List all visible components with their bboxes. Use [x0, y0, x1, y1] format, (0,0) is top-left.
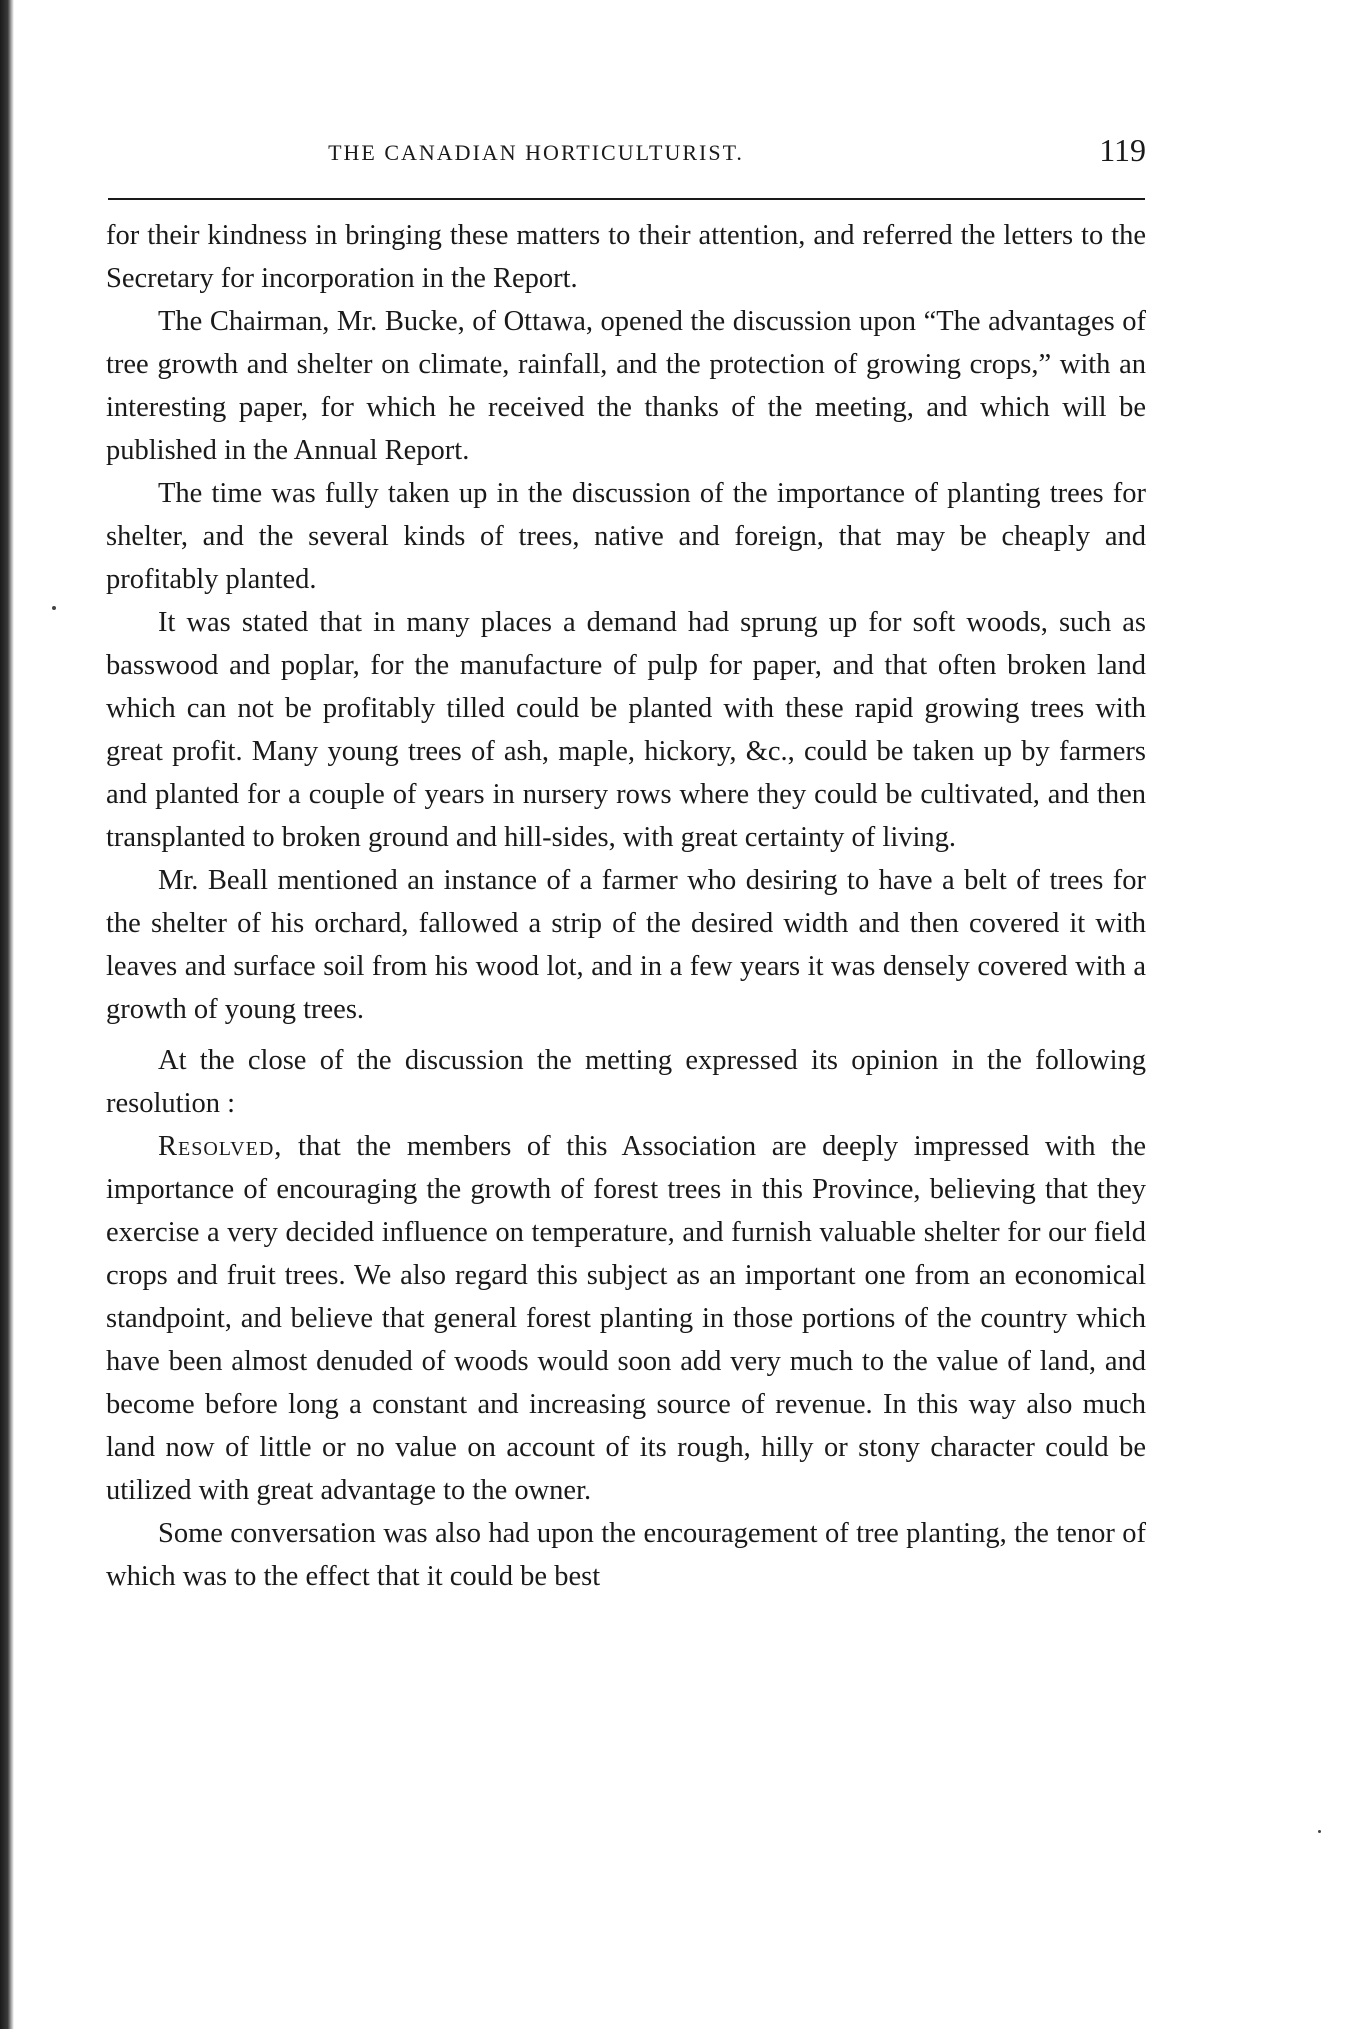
- paragraph-resolution: [106, 1125, 1146, 1512]
- resolved-lead: Resolved,: [158, 1131, 283, 1162]
- paragraph-close-of-discussion: At the close of the discussion the metting expressed its opinion in the following resolution :: [106, 1045, 1146, 1119]
- paragraph-chairman: The Chairman, Mr. Bucke, of Ottawa, opened the discussion upon “The advantages of tree growth and shelter on climate, rainfall, and the protection of growing crops,” with an interesting paper, for which he received the thanks of the meeting, and which will be published in the Annual Report.: [106, 306, 1146, 466]
- running-head: THE CANADIAN HORTICULTURIST.: [328, 140, 744, 165]
- binding-edge: [0, 0, 14, 2029]
- paragraph-continuation: for their kindness in bringing these matters to their attention, and referred the letters to the Secretary for incorporation in the Report.: [106, 220, 1146, 294]
- paragraph-discussion: The time was fully taken up in the discussion of the importance of planting trees for shelter, and the several kinds of trees, native and foreign, that may be cheaply and profitably planted.: [106, 478, 1146, 595]
- page-number: 119: [1099, 132, 1146, 168]
- body-text: [106, 214, 1146, 1598]
- paragraph-beall: Mr. Beall mentioned an instance of a farmer who desiring to have a belt of trees for the shelter of his orchard, fallowed a strip of the desired width and then covered it with leaves and surface soil from his wood lot, and in a few years it was densely covered with a growth of young trees.: [106, 865, 1146, 1025]
- header-rule: [108, 198, 1145, 200]
- paragraph-conversation: Some conversation was also had upon the encouragement of tree planting, the tenor of which was to the effect that it could be best: [106, 1518, 1146, 1592]
- print-speck: [1318, 1830, 1321, 1833]
- print-speck: [52, 606, 56, 610]
- resolution-text: that the members of this Association are deeply impressed with the importance of encouraging the growth of forest trees in this Province, believing that they exercise a very decided influence on temperature, and furnish valuable shelter for our field crops and fruit trees. We also regard this subject as an important one from an economical standpoint, and believe that general forest planting in those portions of the country which have been almost denuded of woods would soon add very much to the value of land, and become before long a constant and increasing source of revenue. In this way also much land now of little or no value on account of its rough, hilly or stony character could be utilized with great advantage to the owner.: [106, 1131, 1146, 1506]
- paragraph-soft-woods: It was stated that in many places a demand had sprung up for soft woods, such as basswood and poplar, for the manufacture of pulp for paper, and that often broken land which can not be profitably tilled could be planted with these rapid growing trees with great profit. Many young trees of ash, maple, hickory, &c., could be taken up by farmers and planted for a couple of years in nursery rows where they could be cultivated, and then transplanted to broken ground and hill-sides, with great certainty of living.: [106, 607, 1146, 853]
- page-header: [106, 128, 1146, 188]
